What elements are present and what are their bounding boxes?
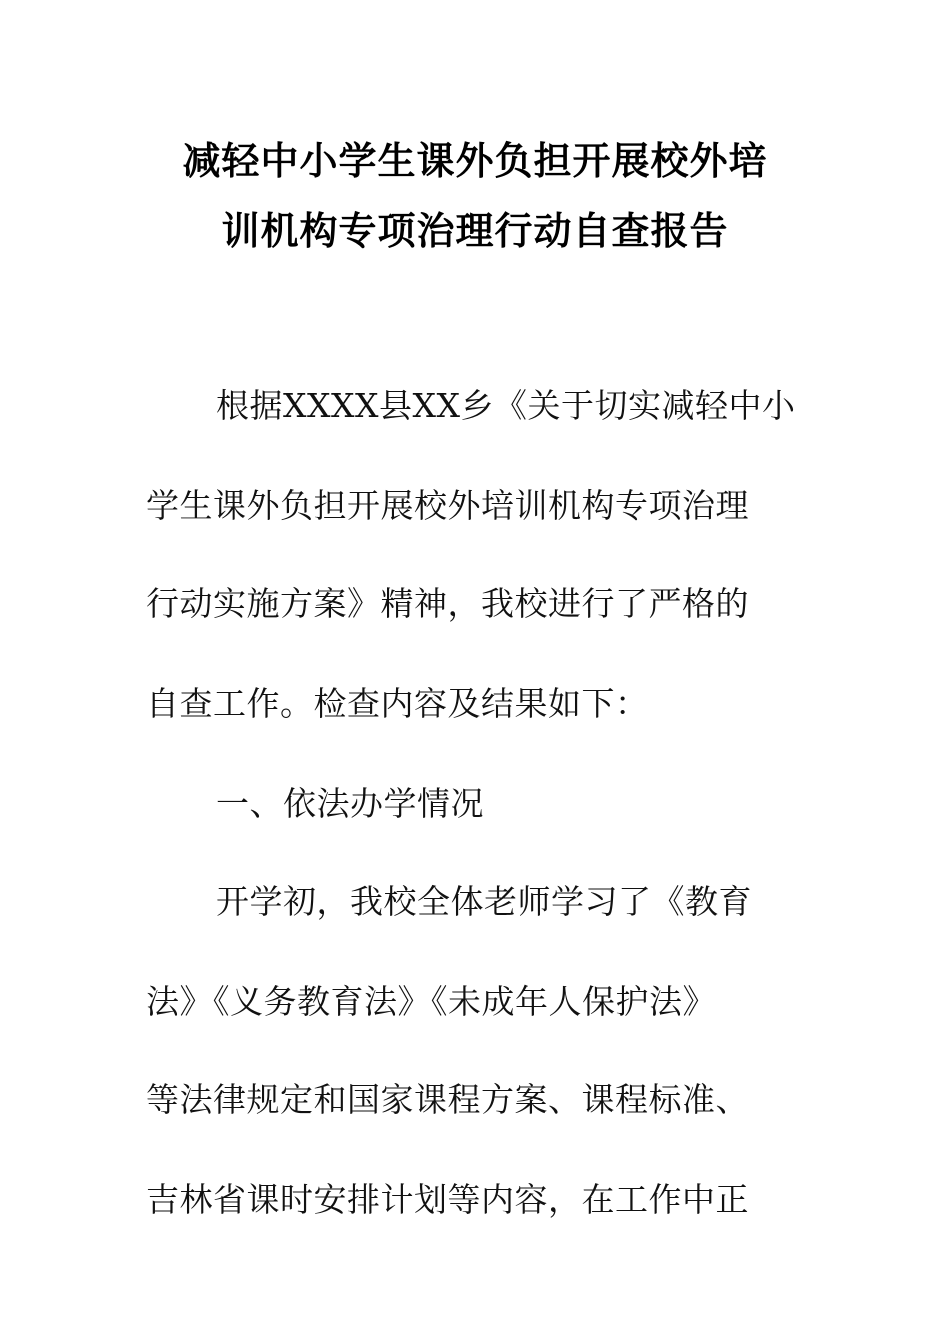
document-title-line-2: 训机构专项治理行动自查报告 (221, 209, 729, 253)
paragraph-1-line-2: 学生课外负担开展校外培训机构专项治理 (146, 486, 749, 525)
paragraph-1-line-4: 自查工作。检查内容及结果如下： (146, 684, 649, 723)
section-heading-1: 一、依法办学情况 (216, 784, 484, 823)
paragraph-1-line-1: 根据XXXX县XX乡《关于切实减轻中小 (216, 386, 796, 425)
paragraph-2-line-3: 等法律规定和国家课程方案、课程标准、 (146, 1080, 749, 1119)
paragraph-2-line-2: 法》《义务教育法》《未成年人保护法》 (146, 982, 716, 1021)
paragraph-2-line-4: 吉林省课时安排计划等内容，在工作中正 (146, 1180, 749, 1219)
paragraph-2-line-1: 开学初，我校全体老师学习了《教育 (216, 882, 752, 921)
document-title-line-1: 减轻中小学生课外负担开展校外培 (182, 139, 768, 183)
paragraph-1-line-3: 行动实施方案》精神，我校进行了严格的 (146, 584, 749, 623)
